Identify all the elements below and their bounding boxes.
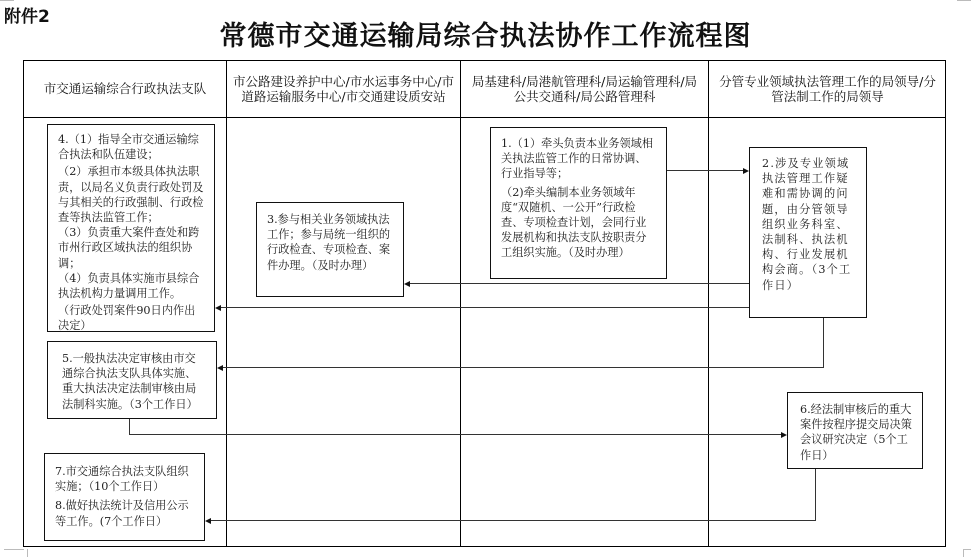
step-1-item-2: （2)牵头编制本业务领域年度“双随机、一公开”行政检查、专项检查计划，会同行业发展机构和执法支队按职责分工组织实施。（及时办理） — [501, 185, 647, 260]
attachment-label: 附件2 — [4, 7, 50, 27]
page-corner-mark-bottom-right — [963, 549, 971, 550]
arrowhead-left-icon — [217, 365, 223, 371]
column-header-bureau-leaders: 分管专业领域执法管理工作的局领导/分管法制工作的局领导 — [719, 73, 936, 104]
step-3-text: 3.参与相关业务领域执法工作；参与局统一组织的行政检查、专项检查、案件办理。（及时办理） — [267, 213, 391, 272]
step-4-box — [47, 124, 215, 332]
step-7-8-box — [44, 453, 205, 541]
column-header-service-centers: 市公路建设养护中心/市水运事务中心/市道路运输服务中心/市交通建设质安站 — [233, 73, 454, 104]
step-2-box — [749, 147, 867, 318]
column-divider-1 — [226, 60, 227, 547]
page-corner-mark-bottom-left-v — [27, 549, 28, 557]
step-8-text: 8.做好执法统计及信用公示等工作。(7个工作日） — [55, 499, 189, 528]
arrowhead-right-icon — [743, 168, 749, 174]
page-corner-mark-top-right — [957, 0, 971, 1]
step-1-item-1: 1.（1）牵头负责本业务领域相关执法监管工作的日常协调、行业指导等； — [501, 137, 654, 181]
step-1-box — [490, 127, 667, 279]
header-divider — [23, 117, 946, 118]
column-header-bureau-sections: 局基建科/局港航管理科/局运输管理科/局公共交通科/局公路管理科 — [471, 73, 698, 104]
connector-step6-down — [815, 469, 816, 520]
step-5-box — [47, 341, 217, 419]
arrowhead-left-icon — [215, 305, 221, 311]
page-corner-mark-bottom-right-v — [963, 549, 964, 557]
connector-step5-to-step6 — [129, 434, 781, 435]
step-4-item-2: （2）承担市本级具体执法职责，以局名义负责行政处罚及与其相关的行政强制、行政检查等执法监管工作； — [58, 165, 204, 225]
connector-step2-to-step4 — [221, 307, 749, 308]
page-corner-mark-top-left — [0, 0, 14, 1]
step-7-text: 7.市交通综合执法支队组织实施；（10个工作日） — [55, 465, 189, 494]
document-title: 常德市交通运输局综合执法协作工作流程图 — [219, 21, 752, 52]
arrowhead-left-icon — [205, 518, 211, 524]
column-header-enforcement-detachment: 市交通运输综合行政执法支队 — [43, 81, 207, 96]
arrowhead-right-icon — [781, 432, 787, 438]
arrowhead-left-icon — [404, 281, 410, 287]
column-divider-2 — [460, 60, 461, 547]
connector-step2-down — [823, 318, 824, 368]
step-6-text: 6.经法制审核后的重大案件按程序提交局决策会议研究决定（5个工作日） — [800, 403, 912, 462]
step-3-box — [256, 202, 404, 297]
connector-step5-down — [129, 419, 130, 435]
connector-step2-to-step5 — [223, 367, 824, 368]
column-divider-3 — [708, 60, 709, 547]
step-2-text: 2.涉及专业领域执法管理工作疑难和需协调的问题，由分管领导组织业务科室、法制科、执法机构、行业发展机构会商。（3个工作日） — [762, 157, 852, 292]
step-4-item-3: （3）负责重大案件查处和跨市州行政区域执法的组织协调； — [58, 226, 200, 270]
connector-step1-to-step2 — [667, 170, 743, 171]
step-6-box — [787, 392, 923, 469]
step-4-deadline: （行政处罚案件90日内作出决定） — [58, 304, 196, 333]
connector-step2-to-step3 — [410, 283, 749, 284]
page-corner-mark-bottom-left — [4, 549, 24, 550]
step-4-item-4: （4）负责具体实施市县综合执法机构力量调用工作。 — [58, 271, 200, 301]
step-4-item-1: 4.（1）指导全市交通运输综合执法和队伍建设； — [58, 133, 199, 162]
step-5-text: 5.一般执法决定审核由市交通综合执法支队具体实施、重大执法决定法制审核由局法制科实施。（3个工作日） — [62, 352, 198, 411]
connector-step6-to-step7-8 — [211, 520, 816, 521]
